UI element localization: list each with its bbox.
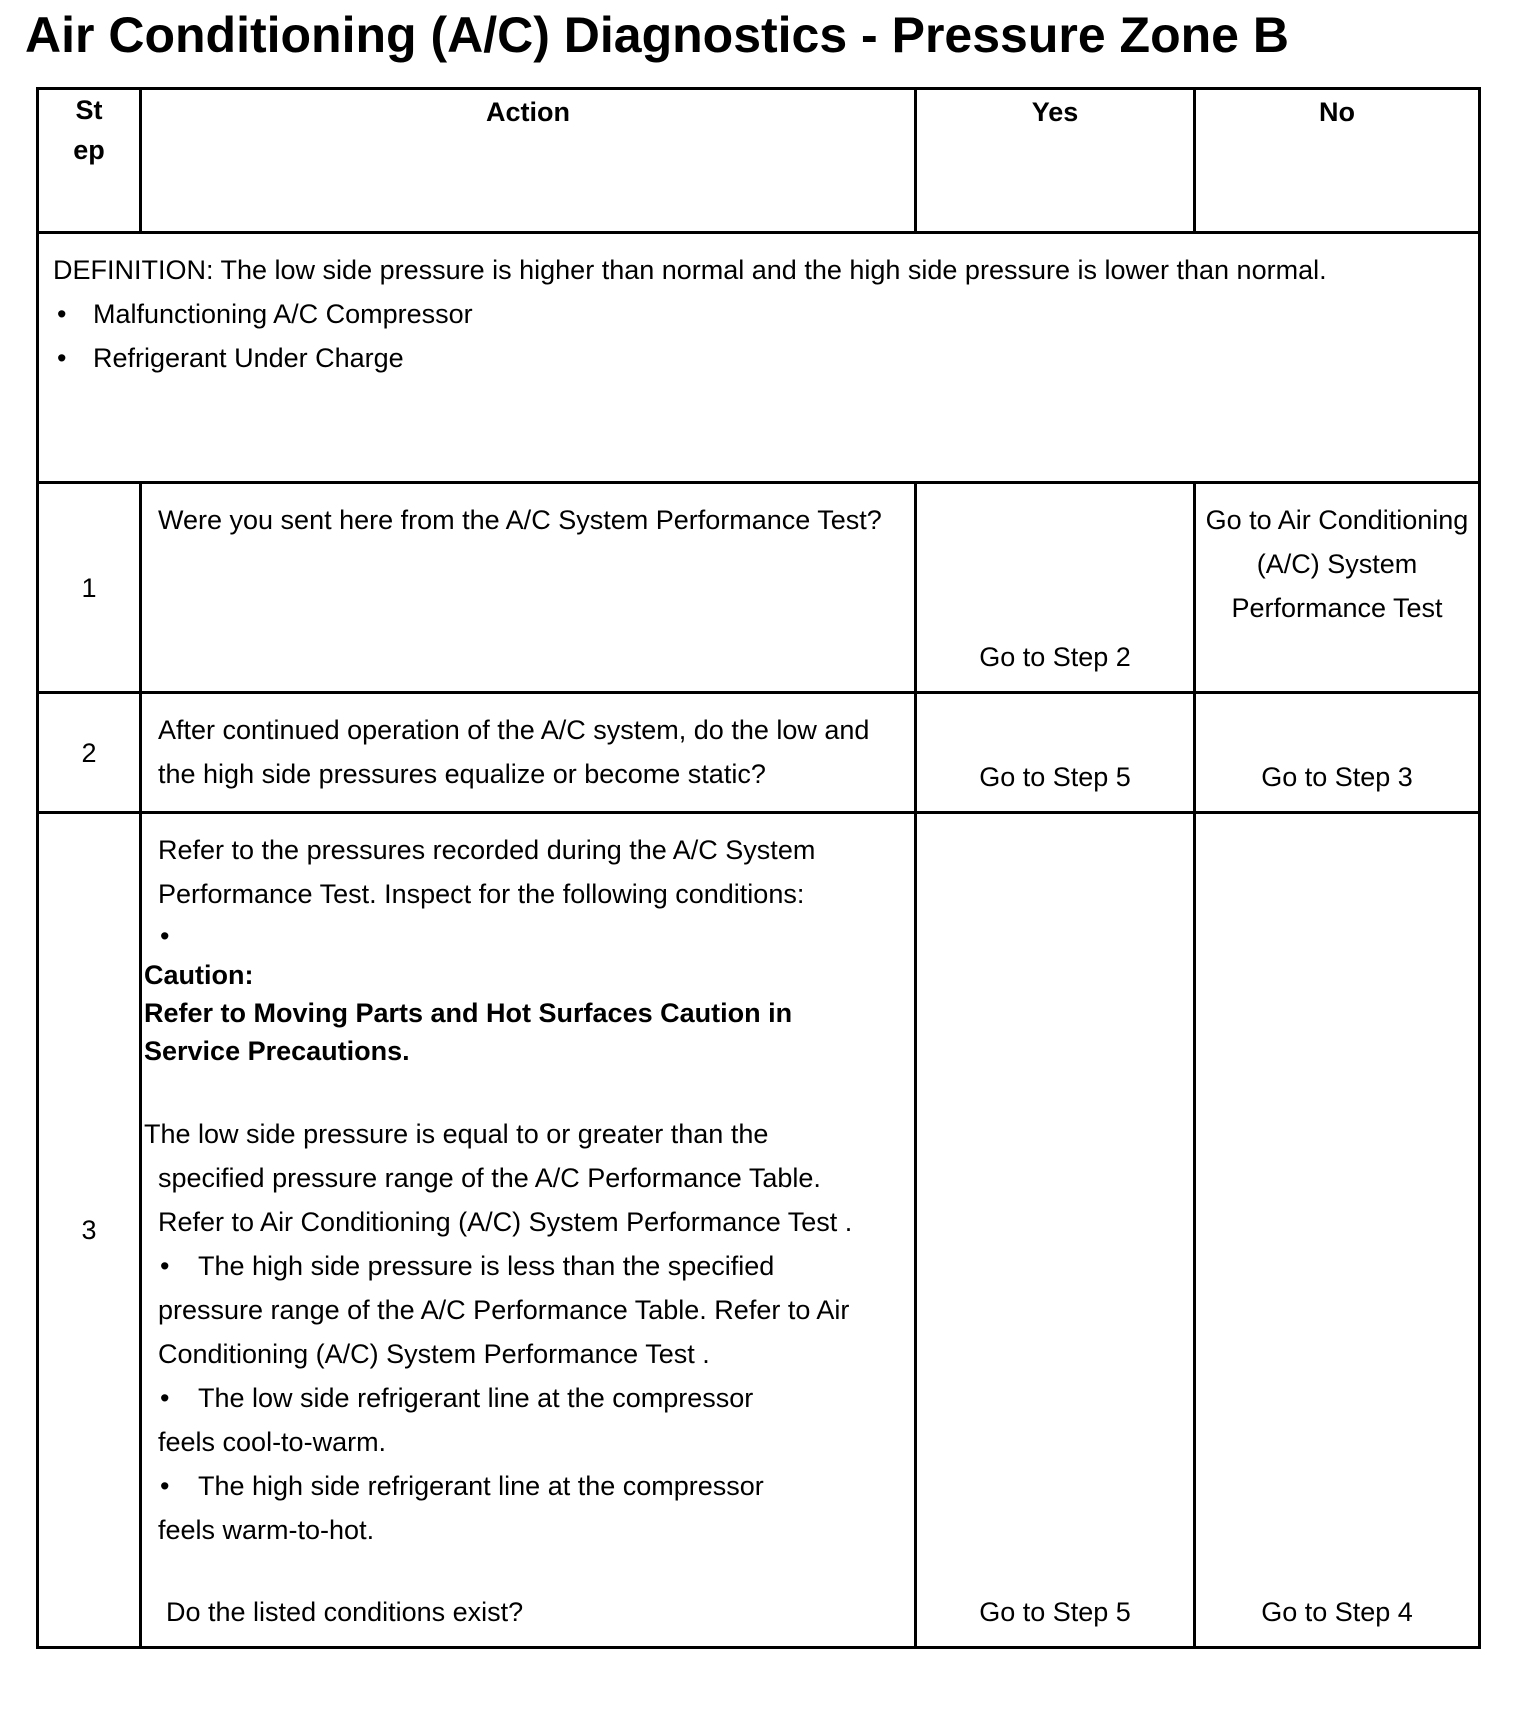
spacer <box>158 1070 884 1112</box>
definition-text: DEFINITION: The low side pressure is higher than normal and the high side pressure is lower than normal. <box>53 255 1327 285</box>
condition-1-rest: specified pressure range of the A/C Performance Table. Refer to Air Conditioning (A/C) System Performance Test . <box>158 1163 853 1237</box>
definition-row <box>38 233 1480 483</box>
yes-result: Go to Step 2 <box>916 483 1195 693</box>
caution-text: Refer to Moving Parts and Hot Surfaces Caution in Service Precautions. <box>144 998 793 1066</box>
bullet-icon: • <box>160 921 170 951</box>
step-column-header: St ep <box>38 89 141 233</box>
cause-item: • Malfunctioning A/C Compressor <box>53 292 1478 336</box>
table-row-step-3 <box>38 813 1480 1648</box>
page-title: Air Conditioning (A/C) Diagnostics - Pressure Zone B <box>25 7 1289 63</box>
condition-2-rest: pressure range of the A/C Performance Table. Refer to Air Conditioning (A/C) System Performance Test . <box>158 1295 850 1369</box>
table-row-step-2 <box>38 693 1480 813</box>
condition-3-rest: feels cool-to-warm. <box>158 1427 387 1457</box>
yes-column-header: Yes <box>916 89 1195 233</box>
definition-cell <box>38 233 1480 483</box>
step-intro: Refer to the pressures recorded during the A/C System Performance Test. Inspect for the following conditions: <box>158 835 816 909</box>
no-result: Go to Step 4 <box>1195 813 1480 1648</box>
condition-4-rest: feels warm-to-hot. <box>158 1515 375 1545</box>
step-action: Were you sent here from the A/C System Performance Test? <box>141 483 916 693</box>
step-question: Do the listed conditions exist? <box>166 1597 524 1627</box>
cause-list <box>53 292 1478 380</box>
step-action: After continued operation of the A/C system, do the low and the high side pressures equalize or become static? <box>141 693 916 813</box>
table-header-row <box>38 89 1480 233</box>
step-number: 1 <box>38 483 141 693</box>
no-result: Go to Step 3 <box>1195 693 1480 813</box>
no-result: Go to Air Conditioning (A/C) System Performance Test <box>1195 483 1480 693</box>
step-action <box>141 813 916 1648</box>
condition-4-first: • The high side refrigerant line at the compressor <box>158 1464 884 1508</box>
yes-result: Go to Step 5 <box>916 813 1195 1648</box>
condition-1-first: The low side pressure is equal to or greater than the <box>144 1119 769 1149</box>
action-column-header: Action <box>141 89 916 233</box>
no-column-header: No <box>1195 89 1480 233</box>
cause-item: • Refrigerant Under Charge <box>53 336 1478 380</box>
step-number: 3 <box>38 813 141 1648</box>
diagnostic-table <box>36 87 1481 1649</box>
table-row-step-1 <box>38 483 1480 693</box>
caution-label: Caution: <box>144 960 254 990</box>
step-number: 2 <box>38 693 141 813</box>
condition-3-first: • The low side refrigerant line at the compressor <box>158 1376 884 1420</box>
yes-result: Go to Step 5 <box>916 693 1195 813</box>
condition-2-first: • The high side pressure is less than the specified <box>158 1244 884 1288</box>
